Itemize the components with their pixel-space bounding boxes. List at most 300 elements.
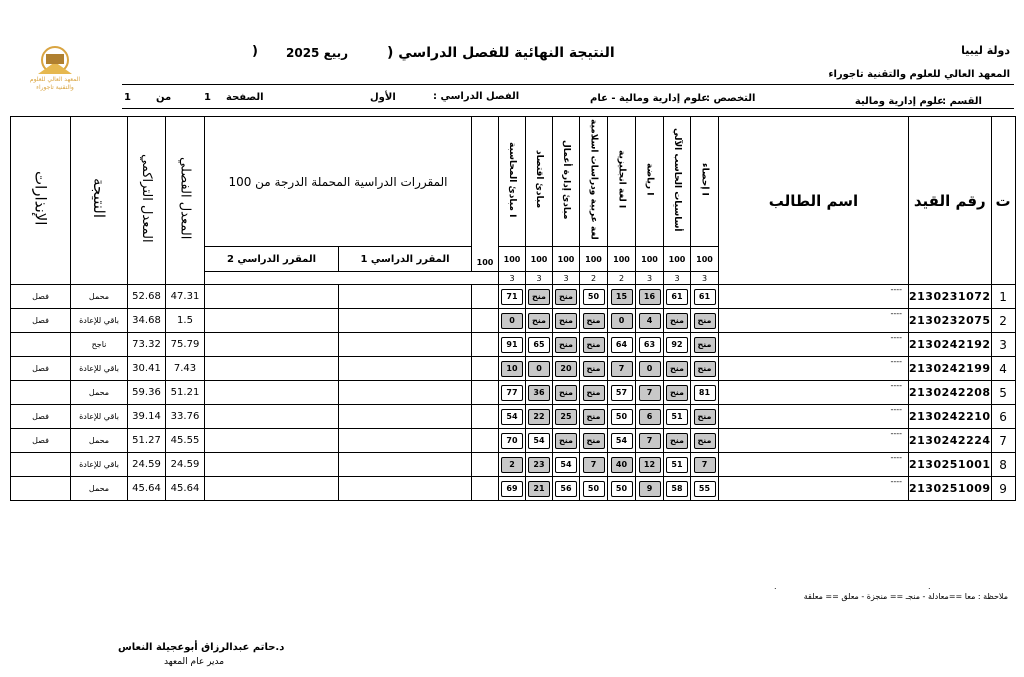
- subject-max: 100: [499, 247, 526, 272]
- result-cell: باقي للإعادة: [71, 357, 128, 381]
- cum-gpa-cell: 34.68: [128, 309, 166, 333]
- carried-course-1-cell: [339, 453, 472, 477]
- student-name-cell: ----: [719, 333, 909, 357]
- grade-value: 15: [611, 289, 633, 305]
- extra-cell: [472, 453, 499, 477]
- sem-gpa-header: المعدل الفصلي: [166, 117, 205, 285]
- result-cell: محمل: [71, 477, 128, 501]
- grade-cell: [580, 381, 608, 405]
- cum-gpa-cell: 45.64: [128, 477, 166, 501]
- grade-value: 92: [666, 337, 688, 353]
- grade-cell: [499, 333, 526, 357]
- table-row: [11, 357, 1016, 381]
- grade-cell: [664, 309, 691, 333]
- warning-cell: فصل: [11, 429, 71, 453]
- grade-cell: [526, 309, 553, 333]
- grade-value: منح: [694, 409, 716, 425]
- grade-cell: [553, 309, 580, 333]
- grade-value: 2: [501, 457, 523, 473]
- grade-cell: [664, 405, 691, 429]
- grade-value: 16: [639, 289, 661, 305]
- result-cell: محمل: [71, 381, 128, 405]
- grade-cell: [664, 453, 691, 477]
- extra-cell: [472, 381, 499, 405]
- grade-value: 64: [611, 337, 633, 353]
- carried-course-2-cell: [205, 381, 339, 405]
- index-cell: 9: [991, 477, 1015, 501]
- grade-cell: [553, 429, 580, 453]
- grade-cell: [526, 381, 553, 405]
- sem-gpa-cell: 7.43: [166, 357, 205, 381]
- grade-cell: [664, 285, 691, 309]
- subject-header: أساسيات الحاسب الآلي: [664, 117, 691, 247]
- grade-cell: [499, 285, 526, 309]
- carried-course-1-cell: [339, 285, 472, 309]
- grade-cell: [526, 429, 553, 453]
- grade-cell: [636, 429, 664, 453]
- institute-name: المعهد العالي للعلوم والتقنية تاجوراء: [828, 69, 1010, 80]
- grade-cell: [691, 381, 719, 405]
- cum-gpa-cell: 24.59: [128, 453, 166, 477]
- result-header: النتيجة: [71, 117, 128, 285]
- grade-value: 12: [639, 457, 661, 473]
- grade-cell: [580, 453, 608, 477]
- table-row: [11, 453, 1016, 477]
- sem-gpa-cell: 47.31: [166, 285, 205, 309]
- grade-value: 0: [639, 361, 661, 377]
- grade-value: منح: [583, 409, 605, 425]
- major-value: علوم إدارية ومالية - عام: [590, 93, 709, 104]
- grade-cell: [691, 285, 719, 309]
- grade-cell: [553, 453, 580, 477]
- result-cell: محمل: [71, 285, 128, 309]
- grade-cell: [608, 477, 636, 501]
- grade-cell: [553, 333, 580, 357]
- grade-value: 0: [501, 313, 523, 329]
- reg-number-header: رقم القيد: [909, 117, 992, 285]
- grade-value: منح: [555, 337, 577, 353]
- grade-value: منح: [694, 361, 716, 377]
- index-cell: 4: [991, 357, 1015, 381]
- country-label: دولة ليبيا: [961, 44, 1010, 57]
- sem-gpa-cell: 51.21: [166, 381, 205, 405]
- subject-header: إحصاء I: [691, 117, 719, 247]
- grade-cell: [636, 477, 664, 501]
- grade-value: 22: [528, 409, 550, 425]
- reg-number-cell: 2130231072: [909, 285, 992, 309]
- index-header: ت: [991, 117, 1015, 285]
- reg-number-cell: 2130242199: [909, 357, 992, 381]
- carried-course-2-cell: [205, 309, 339, 333]
- grade-value: منح: [583, 337, 605, 353]
- carried-course-1-cell: [339, 357, 472, 381]
- student-name-cell: ----: [719, 429, 909, 453]
- grade-value: 63: [639, 337, 661, 353]
- grade-cell: [691, 357, 719, 381]
- grade-value: 65: [528, 337, 550, 353]
- result-cell: باقي للإعادة: [71, 405, 128, 429]
- warning-cell: [11, 477, 71, 501]
- page-number: 1: [204, 92, 211, 103]
- grade-value: 70: [501, 433, 523, 449]
- warning-cell: فصل: [11, 285, 71, 309]
- grade-value: 7: [583, 457, 605, 473]
- grade-cell: [580, 477, 608, 501]
- subject-credits: 3: [499, 272, 526, 285]
- grade-cell: [553, 357, 580, 381]
- grade-value: 7: [694, 457, 716, 473]
- grade-value: 50: [611, 481, 633, 497]
- grade-value: 77: [501, 385, 523, 401]
- grade-value: 25: [555, 409, 577, 425]
- warning-cell: فصل: [11, 309, 71, 333]
- grade-cell: [608, 309, 636, 333]
- extra-cell: [472, 285, 499, 309]
- result-cell: باقي للإعادة: [71, 453, 128, 477]
- extra-max: 100: [472, 117, 499, 272]
- institute-logo: [26, 40, 84, 98]
- grade-cell: [636, 357, 664, 381]
- grade-cell: [664, 477, 691, 501]
- reg-number-cell: 2130242224: [909, 429, 992, 453]
- subject-header: مبادئ المحاسبة I: [499, 117, 526, 247]
- sem-gpa-cell: 33.76: [166, 405, 205, 429]
- grade-value: 0: [528, 361, 550, 377]
- grade-cell: [499, 381, 526, 405]
- grade-value: منح: [555, 385, 577, 401]
- carried-course-2-cell: [205, 453, 339, 477]
- grade-value: 61: [694, 289, 716, 305]
- table-row: [11, 309, 1016, 333]
- subject-max: 100: [580, 247, 608, 272]
- grade-cell: [526, 477, 553, 501]
- grade-cell: [664, 333, 691, 357]
- grade-value: 50: [583, 289, 605, 305]
- semester-label: الفصل الدراسي :: [433, 91, 520, 102]
- index-cell: 7: [991, 429, 1015, 453]
- grade-cell: [608, 405, 636, 429]
- subject-header: مبادئ إدارة أعمال: [553, 117, 580, 247]
- grade-value: منح: [583, 313, 605, 329]
- of-label: من: [156, 92, 172, 103]
- grade-value: 0: [611, 313, 633, 329]
- semester-value: الأول: [370, 92, 396, 103]
- sem-gpa-cell: 75.79: [166, 333, 205, 357]
- sem-gpa-cell: 24.59: [166, 453, 205, 477]
- grade-value: منح: [555, 433, 577, 449]
- subject-max: 100: [691, 247, 719, 272]
- grade-cell: [664, 381, 691, 405]
- grade-cell: [636, 333, 664, 357]
- subject-credits: 2: [608, 272, 636, 285]
- index-cell: 1: [991, 285, 1015, 309]
- cum-gpa-cell: 30.41: [128, 357, 166, 381]
- index-cell: 6: [991, 405, 1015, 429]
- carried-course-2-cell: [205, 333, 339, 357]
- grade-cell: [608, 285, 636, 309]
- sem-gpa-cell: 45.55: [166, 429, 205, 453]
- subject-max: 100: [553, 247, 580, 272]
- subject-credits: 3: [526, 272, 553, 285]
- student-name-cell: ----: [719, 381, 909, 405]
- grade-cell: [499, 357, 526, 381]
- carried-course-1-cell: [339, 429, 472, 453]
- student-name-cell: ----: [719, 477, 909, 501]
- grade-cell: [608, 333, 636, 357]
- subject-header: لغة انجليزية I: [608, 117, 636, 247]
- grade-cell: [636, 453, 664, 477]
- result-cell: باقي للإعادة: [71, 309, 128, 333]
- subject-credits: 3: [553, 272, 580, 285]
- reg-number-cell: 2130251001: [909, 453, 992, 477]
- carried-course-2-header: المقرر الدراسي 2: [205, 247, 339, 272]
- reg-number-cell: 2130242210: [909, 405, 992, 429]
- index-cell: 5: [991, 381, 1015, 405]
- grade-cell: [636, 309, 664, 333]
- cum-gpa-cell: 59.36: [128, 381, 166, 405]
- table-row: [11, 405, 1016, 429]
- warnings-header: الإنذارات: [11, 117, 71, 285]
- grade-value: 7: [611, 361, 633, 377]
- grade-cell: [580, 405, 608, 429]
- warning-cell: [11, 453, 71, 477]
- grade-value: 10: [501, 361, 523, 377]
- cum-gpa-cell: 51.27: [128, 429, 166, 453]
- grade-value: 58: [666, 481, 688, 497]
- table-row: [11, 429, 1016, 453]
- grade-value: 50: [583, 481, 605, 497]
- grade-value: 54: [501, 409, 523, 425]
- grade-cell: [553, 381, 580, 405]
- carried-course-2-cell: [205, 405, 339, 429]
- reg-number-cell: 2130251009: [909, 477, 992, 501]
- table-row: [11, 381, 1016, 405]
- subject-credits: 3: [664, 272, 691, 285]
- grade-cell: [526, 357, 553, 381]
- grade-cell: [691, 429, 719, 453]
- results-table: [10, 116, 1016, 501]
- grade-cell: [553, 405, 580, 429]
- student-name-header: اسم الطالب: [719, 117, 909, 285]
- grade-value: 36: [528, 385, 550, 401]
- dept-value: علوم إدارية ومالية: [854, 96, 944, 107]
- grade-value: 51: [666, 457, 688, 473]
- extra-cell: [472, 357, 499, 381]
- grade-value: منح: [555, 313, 577, 329]
- carried-course-2-cell: [205, 357, 339, 381]
- grade-cell: [526, 405, 553, 429]
- carried-course-1-header: المقرر الدراسي 1: [339, 247, 472, 272]
- grade-value: منح: [666, 385, 688, 401]
- subject-credits: 2: [580, 272, 608, 285]
- grade-value: 51: [666, 409, 688, 425]
- grade-cell: [526, 333, 553, 357]
- grade-cell: [691, 453, 719, 477]
- index-cell: 8: [991, 453, 1015, 477]
- warning-cell: [11, 333, 71, 357]
- grade-cell: [691, 309, 719, 333]
- grade-value: منح: [583, 433, 605, 449]
- grade-value: 55: [694, 481, 716, 497]
- grade-cell: [691, 477, 719, 501]
- reg-number-cell: 2130242208: [909, 381, 992, 405]
- grade-value: 57: [611, 385, 633, 401]
- cum-gpa-cell: 73.32: [128, 333, 166, 357]
- student-name-cell: ----: [719, 357, 909, 381]
- grade-cell: [580, 357, 608, 381]
- grade-value: منح: [666, 313, 688, 329]
- extra-cell: [472, 429, 499, 453]
- grade-value: 9: [639, 481, 661, 497]
- signer-title: مدير عام المعهد: [164, 657, 225, 667]
- page-label: الصفحة: [226, 92, 264, 103]
- subject-credits: 3: [691, 272, 719, 285]
- grade-cell: [664, 429, 691, 453]
- subject-credits: 3: [636, 272, 664, 285]
- index-cell: 2: [991, 309, 1015, 333]
- grade-cell: [499, 309, 526, 333]
- grade-value: منح: [694, 313, 716, 329]
- grade-cell: [526, 453, 553, 477]
- extra-cell: [472, 477, 499, 501]
- season-label: ربيع 2025: [286, 46, 349, 60]
- dept-label: القسم :: [942, 96, 982, 107]
- warning-cell: فصل: [11, 357, 71, 381]
- grade-cell: [580, 309, 608, 333]
- sem-gpa-cell: 1.5: [166, 309, 205, 333]
- grade-cell: [499, 453, 526, 477]
- grade-cell: [553, 477, 580, 501]
- sem-gpa-cell: 45.64: [166, 477, 205, 501]
- student-name-cell: ----: [719, 405, 909, 429]
- reg-number-cell: 2130232075: [909, 309, 992, 333]
- grade-value: 91: [501, 337, 523, 353]
- grade-cell: [499, 405, 526, 429]
- grade-value: 54: [555, 457, 577, 473]
- subject-max: 100: [608, 247, 636, 272]
- grade-value: منح: [666, 433, 688, 449]
- carried-course-1-cell: [339, 477, 472, 501]
- logo-text: المعهد العالي للعلوم والتقنية تاجوراء: [29, 76, 81, 91]
- page-title: النتيجة النهائية للفصل الدراسي (: [387, 45, 615, 61]
- close-paren: ): [252, 44, 258, 59]
- grade-value: 7: [639, 433, 661, 449]
- grade-cell: [691, 405, 719, 429]
- warning-cell: فصل: [11, 405, 71, 429]
- grade-value: منح: [694, 433, 716, 449]
- grade-cell: [664, 357, 691, 381]
- grade-value: 71: [501, 289, 523, 305]
- legend-note: ملاحظة : معا ==معادلة - منجـ == منجزة - معلق == معلقة: [803, 592, 1008, 601]
- subject-max: 100: [636, 247, 664, 272]
- table-row: [11, 477, 1016, 501]
- carried-course-2-cell: [205, 477, 339, 501]
- grade-value: 7: [639, 385, 661, 401]
- grade-cell: [499, 429, 526, 453]
- result-cell: محمل: [71, 429, 128, 453]
- grade-value: 61: [666, 289, 688, 305]
- grade-cell: [636, 381, 664, 405]
- grade-cell: [553, 285, 580, 309]
- cum-gpa-cell: 52.68: [128, 285, 166, 309]
- grade-cell: [526, 285, 553, 309]
- extra-cell: [472, 309, 499, 333]
- major-label: التخصص :: [706, 93, 756, 104]
- grade-cell: [691, 333, 719, 357]
- grade-cell: [608, 453, 636, 477]
- grade-value: منح: [583, 385, 605, 401]
- carried-course-1-cell: [339, 309, 472, 333]
- grade-cell: [499, 477, 526, 501]
- index-cell: 3: [991, 333, 1015, 357]
- warning-cell: [11, 381, 71, 405]
- extra-cell: [472, 405, 499, 429]
- grade-value: 54: [528, 433, 550, 449]
- subject-header: لغة عربية ودراسات اسلامية: [580, 117, 608, 247]
- grade-value: 69: [501, 481, 523, 497]
- grade-value: 21: [528, 481, 550, 497]
- cum-gpa-cell: 39.14: [128, 405, 166, 429]
- grade-cell: [636, 405, 664, 429]
- carried-course-2-cell: [205, 285, 339, 309]
- grade-value: 23: [528, 457, 550, 473]
- grade-value: منح: [555, 289, 577, 305]
- grade-value: 20: [555, 361, 577, 377]
- carried-course-2-cell: [205, 429, 339, 453]
- carried-course-1-cell: [339, 381, 472, 405]
- grade-value: منح: [666, 361, 688, 377]
- grade-value: منح: [528, 289, 550, 305]
- grade-value: 4: [639, 313, 661, 329]
- grade-value: 81: [694, 385, 716, 401]
- grade-value: 54: [611, 433, 633, 449]
- student-name-cell: ----: [719, 285, 909, 309]
- grade-cell: [636, 285, 664, 309]
- student-name-cell: ----: [719, 309, 909, 333]
- subject-header: مبادئ اقتصاد: [526, 117, 553, 247]
- cum-gpa-header: المعدل التراكمي: [128, 117, 166, 285]
- blank-credit-cell: [205, 272, 499, 285]
- grade-cell: [608, 429, 636, 453]
- grade-value: منح: [694, 337, 716, 353]
- grade-value: منح: [583, 361, 605, 377]
- carried-course-1-cell: [339, 333, 472, 357]
- grade-cell: [580, 429, 608, 453]
- table-row: [11, 333, 1016, 357]
- result-cell: ناجح: [71, 333, 128, 357]
- grade-cell: [580, 333, 608, 357]
- subject-max: 100: [664, 247, 691, 272]
- grade-cell: [608, 357, 636, 381]
- grade-value: 6: [639, 409, 661, 425]
- grade-value: 40: [611, 457, 633, 473]
- grade-value: منح: [528, 313, 550, 329]
- subject-header: رياضة I: [636, 117, 664, 247]
- extra-cell: [472, 333, 499, 357]
- subject-max: 100: [526, 247, 553, 272]
- student-name-cell: ----: [719, 453, 909, 477]
- grade-value: 56: [555, 481, 577, 497]
- signer-name: د.حاتم عبدالرزاق أبوعجيلة النعاس: [118, 642, 285, 653]
- grade-cell: [580, 285, 608, 309]
- grade-value: 50: [611, 409, 633, 425]
- page-total: 1: [124, 92, 131, 103]
- table-row: [11, 285, 1016, 309]
- grade-cell: [608, 381, 636, 405]
- carried-course-1-cell: [339, 405, 472, 429]
- carried-courses-header: المقررات الدراسية المحملة الدرجة من 100: [205, 117, 472, 247]
- reg-number-cell: 2130242192: [909, 333, 992, 357]
